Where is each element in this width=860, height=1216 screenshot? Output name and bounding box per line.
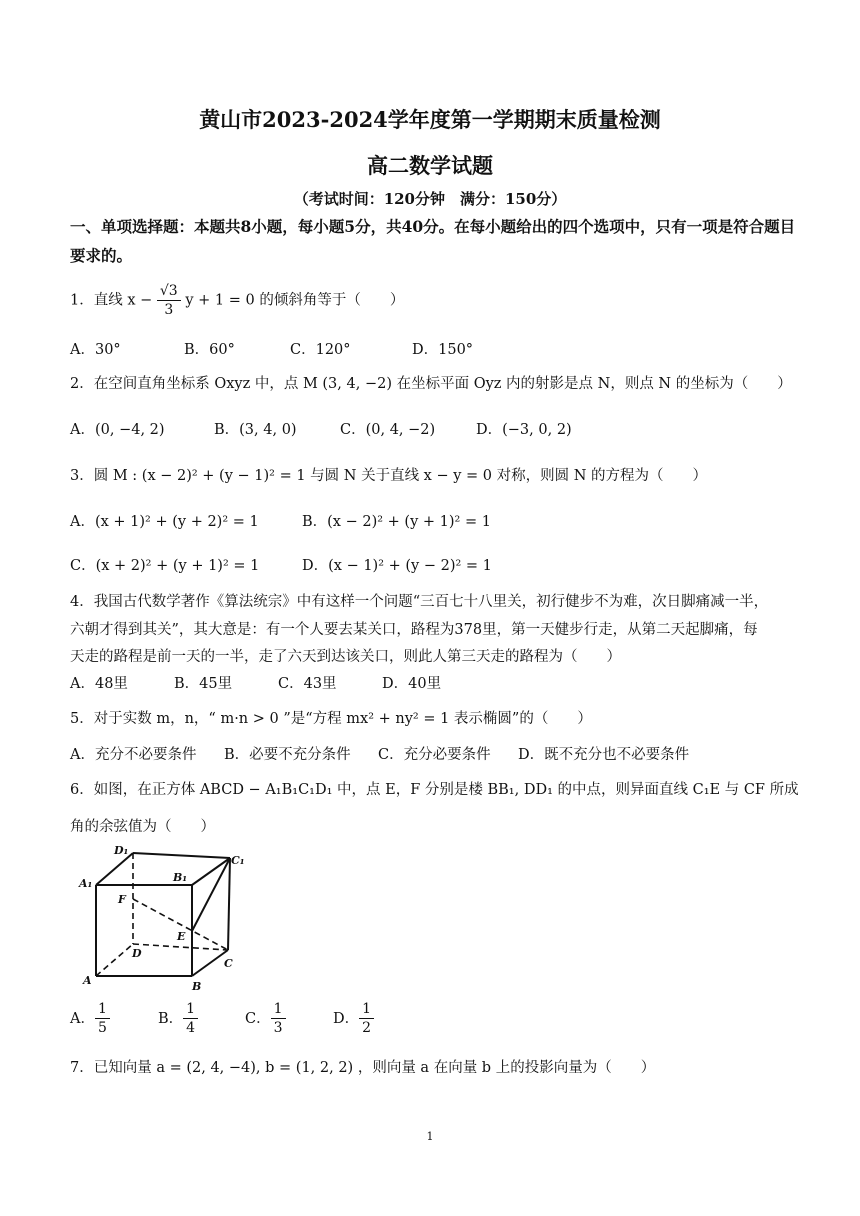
exam-info: （考试时间：120分钟 满分：150分） xyxy=(293,190,567,208)
q1-option-a: A．30° xyxy=(70,342,121,358)
q3-option-a: A．(x + 1)² + (y + 2)² = 1 xyxy=(70,514,259,530)
q6-option-a xyxy=(70,1000,158,1037)
q1-stem-pre: 1．直线 x − xyxy=(70,292,153,309)
question-7: 7．已知向量 a = (2, 4, −4), b = (1, 2, 2) ，则向量 a 在向量 b 上的投影向量为（ ） xyxy=(70,1060,656,1076)
question-4-line-1: 4．我国古代数学著作《算法统宗》中有这样一个问题“三百七十八里关，初行健步不为难，次日脚痛减一半， xyxy=(70,594,769,610)
q2-option-c: C．(0, 4, −2) xyxy=(340,422,436,438)
q6-option-a-label: A． xyxy=(70,1010,95,1027)
q6-option-b-label: B． xyxy=(158,1010,184,1027)
q3-option-c: C．(x + 2)² + (y + 1)² = 1 xyxy=(70,558,260,574)
cube-figure xyxy=(70,840,260,1000)
question-3: 3．圆 M : (x − 2)² + (y − 1)² = 1 与圆 N 关于直线 x − y = 0 对称，则圆 N 的方程为（ ） xyxy=(70,468,708,484)
label-a1: A₁ xyxy=(79,877,93,890)
q4-options xyxy=(70,672,441,693)
q1-fraction xyxy=(157,282,181,319)
q6-b-num: 1 xyxy=(183,1000,198,1019)
page-subtitle: 高二数学试题 xyxy=(367,153,493,178)
q1-options xyxy=(70,338,473,359)
question-6-line-2: 角的余弦值为（ ） xyxy=(70,819,215,835)
q6-b-den: 4 xyxy=(186,1020,196,1036)
q5-option-b: B．必要不充分条件 xyxy=(224,747,351,763)
q3-options-row1 xyxy=(70,510,491,531)
q6-c-den: 3 xyxy=(273,1020,283,1036)
q3-options-row2 xyxy=(70,554,492,575)
q6-a-den: 5 xyxy=(97,1020,107,1036)
page-title: 黄山市2023-2024学年度第一学期期末质量检测 xyxy=(199,107,661,132)
q6-option-c-frac xyxy=(271,1000,286,1037)
q6-d-den: 2 xyxy=(362,1020,372,1036)
q2-options xyxy=(70,418,572,439)
q5-option-c: C．充分必要条件 xyxy=(378,747,491,763)
label-f: F xyxy=(118,893,126,906)
section-heading: 一、单项选择题：本题共8小题，每小题5分，共40分。在每小题给出的四个选项中，只有一项是符合题目要求的。 xyxy=(70,217,796,265)
q6-option-d-label: D． xyxy=(333,1010,360,1027)
q1-stem-post: y + 1 = 0 的倾斜角等于（ ） xyxy=(185,292,405,309)
label-b1: B₁ xyxy=(173,871,188,884)
q4-option-c: C．43里 xyxy=(278,676,337,692)
label-e: E xyxy=(177,930,186,943)
q1-frac-num: √3 xyxy=(157,282,181,301)
label-d: D xyxy=(132,947,142,960)
q6-option-d xyxy=(333,1000,374,1037)
q6-c-num: 1 xyxy=(271,1000,286,1019)
q3-option-d: D．(x − 1)² + (y − 2)² = 1 xyxy=(302,558,492,574)
q6-option-d-frac xyxy=(359,1000,374,1037)
q4-option-b: B．45里 xyxy=(174,676,233,692)
q5-option-d: D．既不充分也不必要条件 xyxy=(518,747,690,763)
q6-a-num: 1 xyxy=(95,1000,110,1019)
question-1 xyxy=(70,282,404,319)
q1-option-b: B．60° xyxy=(184,342,235,358)
question-5: 5．对于实数 m，n，“ m·n > 0 ”是“方程 mx² + ny² = 1 表示椭圆”的（ ） xyxy=(70,711,592,727)
label-c: C xyxy=(224,957,233,970)
q2-option-b: B．(3, 4, 0) xyxy=(214,422,297,438)
question-6-line-1: 6．如图，在正方体 ABCD − A₁B₁C₁D₁ 中，点 E，F 分别是楼 BB₁, DD₁ 的中点，则异面直线 C₁E 与 CF 所成 xyxy=(70,782,799,798)
label-c1: C₁ xyxy=(231,854,245,867)
page-number: 1 xyxy=(426,1130,434,1143)
q3-option-b: B．(x − 2)² + (y + 1)² = 1 xyxy=(302,514,491,530)
q6-option-c-label: C． xyxy=(245,1010,271,1027)
q6-option-b-frac xyxy=(183,1000,198,1037)
q4-option-a: A．48里 xyxy=(70,676,128,692)
q1-frac-den: 3 xyxy=(164,302,174,318)
question-4-line-3: 天走的路程是前一天的一半，走了六天到达该关口，则此人第三天走的路程为（ ） xyxy=(70,649,621,665)
q6-options xyxy=(70,1000,374,1037)
q1-option-d: D．150° xyxy=(412,342,474,358)
q6-d-num: 1 xyxy=(359,1000,374,1019)
q5-options xyxy=(70,743,689,764)
question-4-line-2: 六朝才得到其关”，其大意是：有一个人要去某关口，路程为378里，第一天健步行走，从第二天起脚痛，每 xyxy=(70,622,758,638)
label-a: A xyxy=(83,974,92,987)
label-d1: D₁ xyxy=(114,844,129,857)
q4-option-d: D．40里 xyxy=(382,676,442,692)
q2-option-d: D．(−3, 0, 2) xyxy=(476,422,572,438)
q2-option-a: A．(0, −4, 2) xyxy=(70,422,165,438)
q6-option-b xyxy=(158,1000,245,1037)
label-b: B xyxy=(192,980,202,993)
q6-option-c xyxy=(245,1000,333,1037)
q6-option-a-frac xyxy=(95,1000,110,1037)
q5-option-a: A．充分不必要条件 xyxy=(70,747,197,763)
q1-option-c: C．120° xyxy=(290,342,351,358)
question-2: 2．在空间直角坐标系 Oxyz 中，点 M (3, 4, −2) 在坐标平面 Oyz 内的射影是点 N，则点 N 的坐标为（ ） xyxy=(70,376,792,392)
